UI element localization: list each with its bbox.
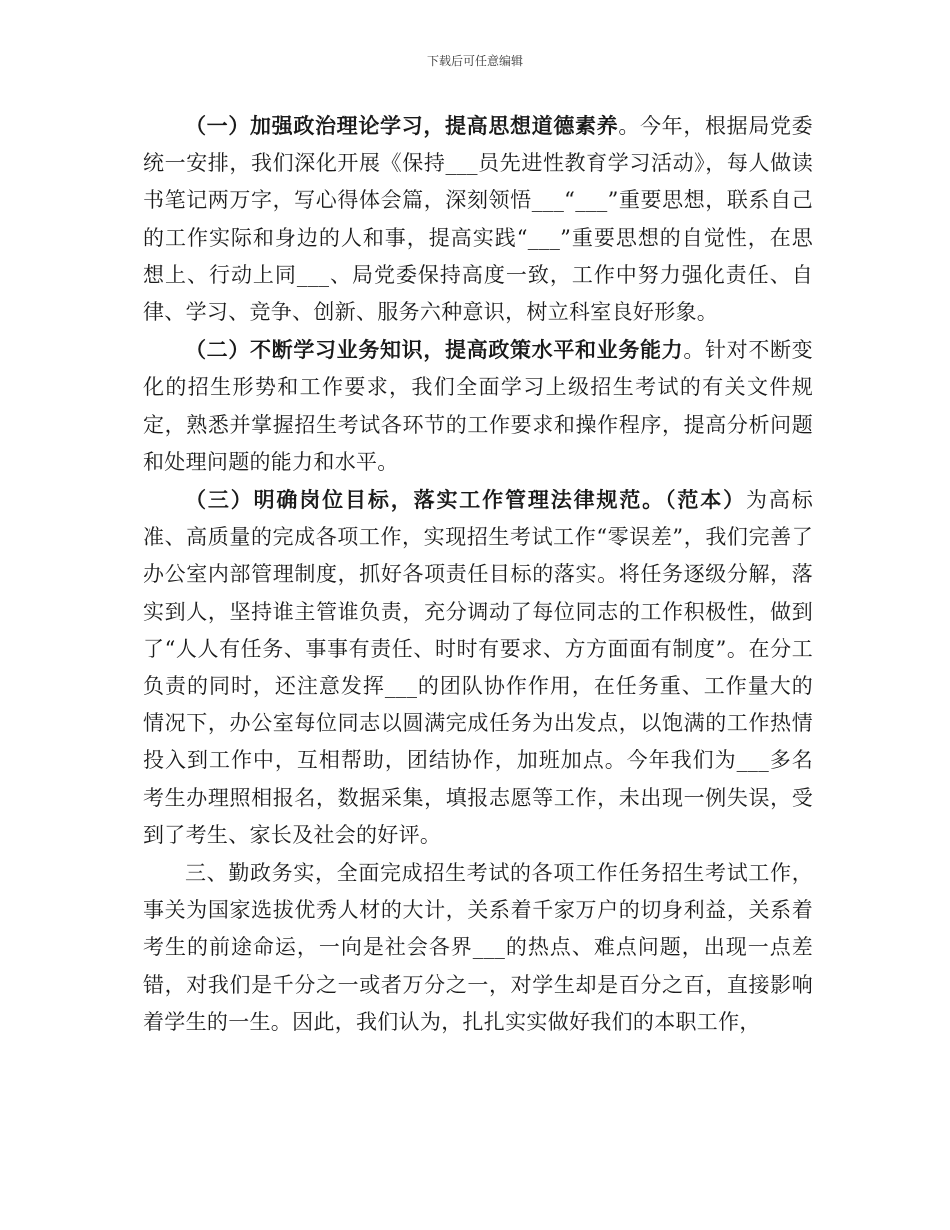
paragraph-text: 针对不断变化的招生形势和工作要求，我们全面学习上级招生考试的有关文件规定，熟悉并掌握招生考试各环节的工作要求和操作程序，提高分析问题和处理问题的能力和水平。 [143,338,813,474]
paragraph-heading: （二）不断学习业务知识，提高政策水平和业务能力 [185,337,684,363]
paragraph-heading-period: 。 [618,114,641,138]
paragraph-business-knowledge [143,331,813,481]
paragraph-section-three [143,854,813,1041]
document-body [143,107,813,1041]
paragraph-text: 为高标准、高质量的完成各项工作，实现招生考试工作“零误差”，我们完善了办公室内部管理制度，抓好各项责任目标的落实。将任务逐级分解，落实到人，坚持谁主管谁负责，充分调动了每位同志的工作积极性，做到了“人人有任务、事事有责任、时时有要求、方方面面有制度”。在分工负责的同时，还注意发挥___的团队协作作用，在任务重、工作量大的情况下，办公室每位同志以圆满完成任务为出发点，以饱满的工作热情投入到工作中，互相帮助，团结协作，加班加点。今年我们为___多名考生办理照相报名，数据采集，填报志愿等工作，未出现一例失误，受到了考生、家长及社会的好评。 [143,488,814,847]
paragraph-heading-period: 。 [683,338,706,363]
paragraph-heading: （一）加强政治理论学习，提高思想道德素养 [185,113,619,138]
paragraph-text: 三、勤政务实，全面完成招生考试的各项工作任务招生考试工作，事关为国家选拔优秀人材的大计，关系着千家万户的切身利益，关系着考生的前途命运，一向是社会各界___的热点、难点问题，出现一点差错，对我们是千分之一或者万分之一，对学生却是百分之百，直接影响着学生的一生。因此，我们认为，扎扎实实做好我们的本职工作， [143,861,813,1034]
page-header: 下载后可任意编辑 [426,54,523,68]
paragraph-heading: （三）明确岗位目标，落实工作管理法律规范。（范本） [185,487,746,513]
paragraph-text: 今年，根据局党委统一安排，我们深化开展《保持___员先进性教育学习活动》，每人做读书笔记两万字，写心得体会篇，深刻领悟___“___”重要思想，联系自己的工作实际和身边的人和事，提高实践“___”重要思想的自觉性，在思想上、行动上同___、局党委保持高度一致，工作中努力强化责任、自律、学习、竞争、创新、服务六种意识，树立科室良好形象。 [143,114,813,325]
paragraph-political-study [143,107,813,331]
paragraph-job-targets [143,481,813,854]
